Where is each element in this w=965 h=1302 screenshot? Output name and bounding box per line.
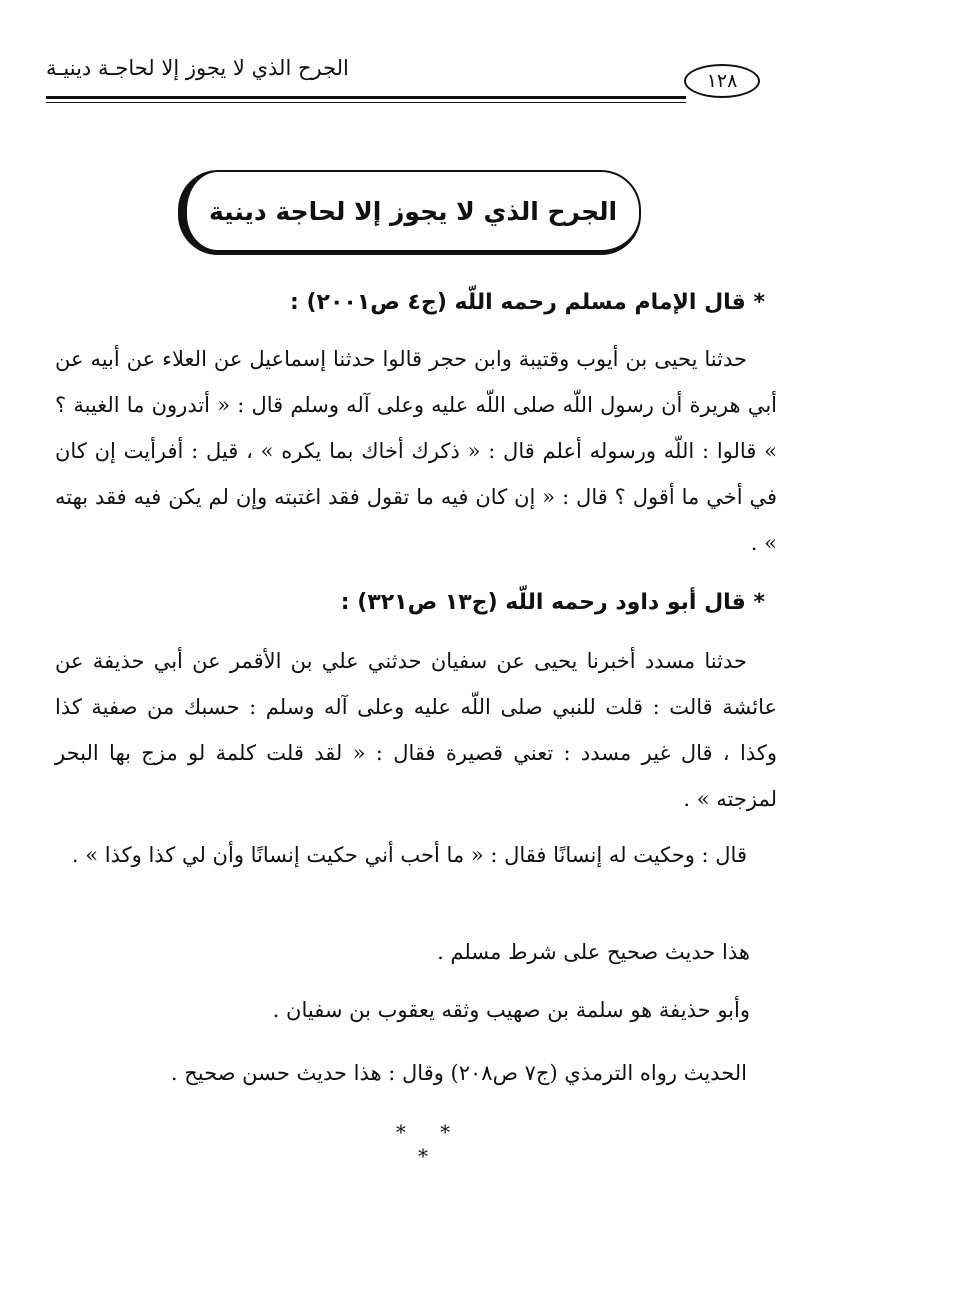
page-number: ١٢٨	[684, 64, 760, 98]
section-heading-muslim: * قال الإمام مسلم رحمه اللّه (ج٤ ص٢٠٠١) :	[290, 290, 765, 315]
header-rule-thin	[46, 102, 686, 103]
hadith-text-muslim: حدثنا يحيى بن أيوب وقتيبة وابن حجر قالوا حدثنا إسماعيل عن العلاء عن أبيه عن أبي هريرة أن رسول اللّه صلى اللّه عليه وعلى آله وسلم قال : « أتدرون ما الغيبة ؟ » قالوا : اللّه ورسوله أعلم قال : « ذكرك أخاك بما يكره » ، قيل : أفرأيت إن كان في أخي ما أقول ؟ قال : « إن كان فيه ما تقول فقد اغتبته وإن لم يكن فيه فقد بهته » .	[55, 347, 777, 555]
note-line: الحديث رواه الترمذي (ج٧ ص٢٠٨) وقال : هذا حديث حسن صحيح .	[170, 1061, 747, 1085]
hadith-text-abu-dawud: حدثنا مسدد أخبرنا يحيى عن سفيان حدثني علي بن الأقمر عن أبي حذيفة عن عائشة قالت : قلت للنبي صلى اللّه عليه وعلى آله وسلم : حسبك من صفية كذا وكذا ، قال غير مسدد : تعني قصيرة فقال : « لقد قلت كلمة لو مزج بها البحر لمزجته » .	[55, 649, 777, 811]
section-heading-abu-dawud: * قال أبو داود رحمه اللّه (ج١٣ ص٣٢١) :	[340, 590, 765, 615]
chapter-title-box	[178, 170, 641, 255]
header-rule	[46, 96, 686, 99]
section-end-ornament: * * *	[395, 1120, 465, 1168]
note-line: وأبو حذيفة هو سلمة بن صهيب وثقه يعقوب بن سفيان .	[272, 998, 750, 1022]
running-title: الجرح الذي لا يجوز إلا لحاجـة دينيـة	[46, 56, 349, 80]
hadith-text-abu-dawud-continued: قال : وحكيت له إنسانًا فقال : « ما أحب أني حكيت إنسانًا وأن لي كذا وكذا » .	[71, 843, 747, 867]
running-header	[46, 52, 760, 107]
chapter-title: الجرح الذي لا يجوز إلا لحاجة دينية	[208, 196, 618, 226]
note-line: هذا حديث صحيح على شرط مسلم .	[437, 940, 750, 964]
